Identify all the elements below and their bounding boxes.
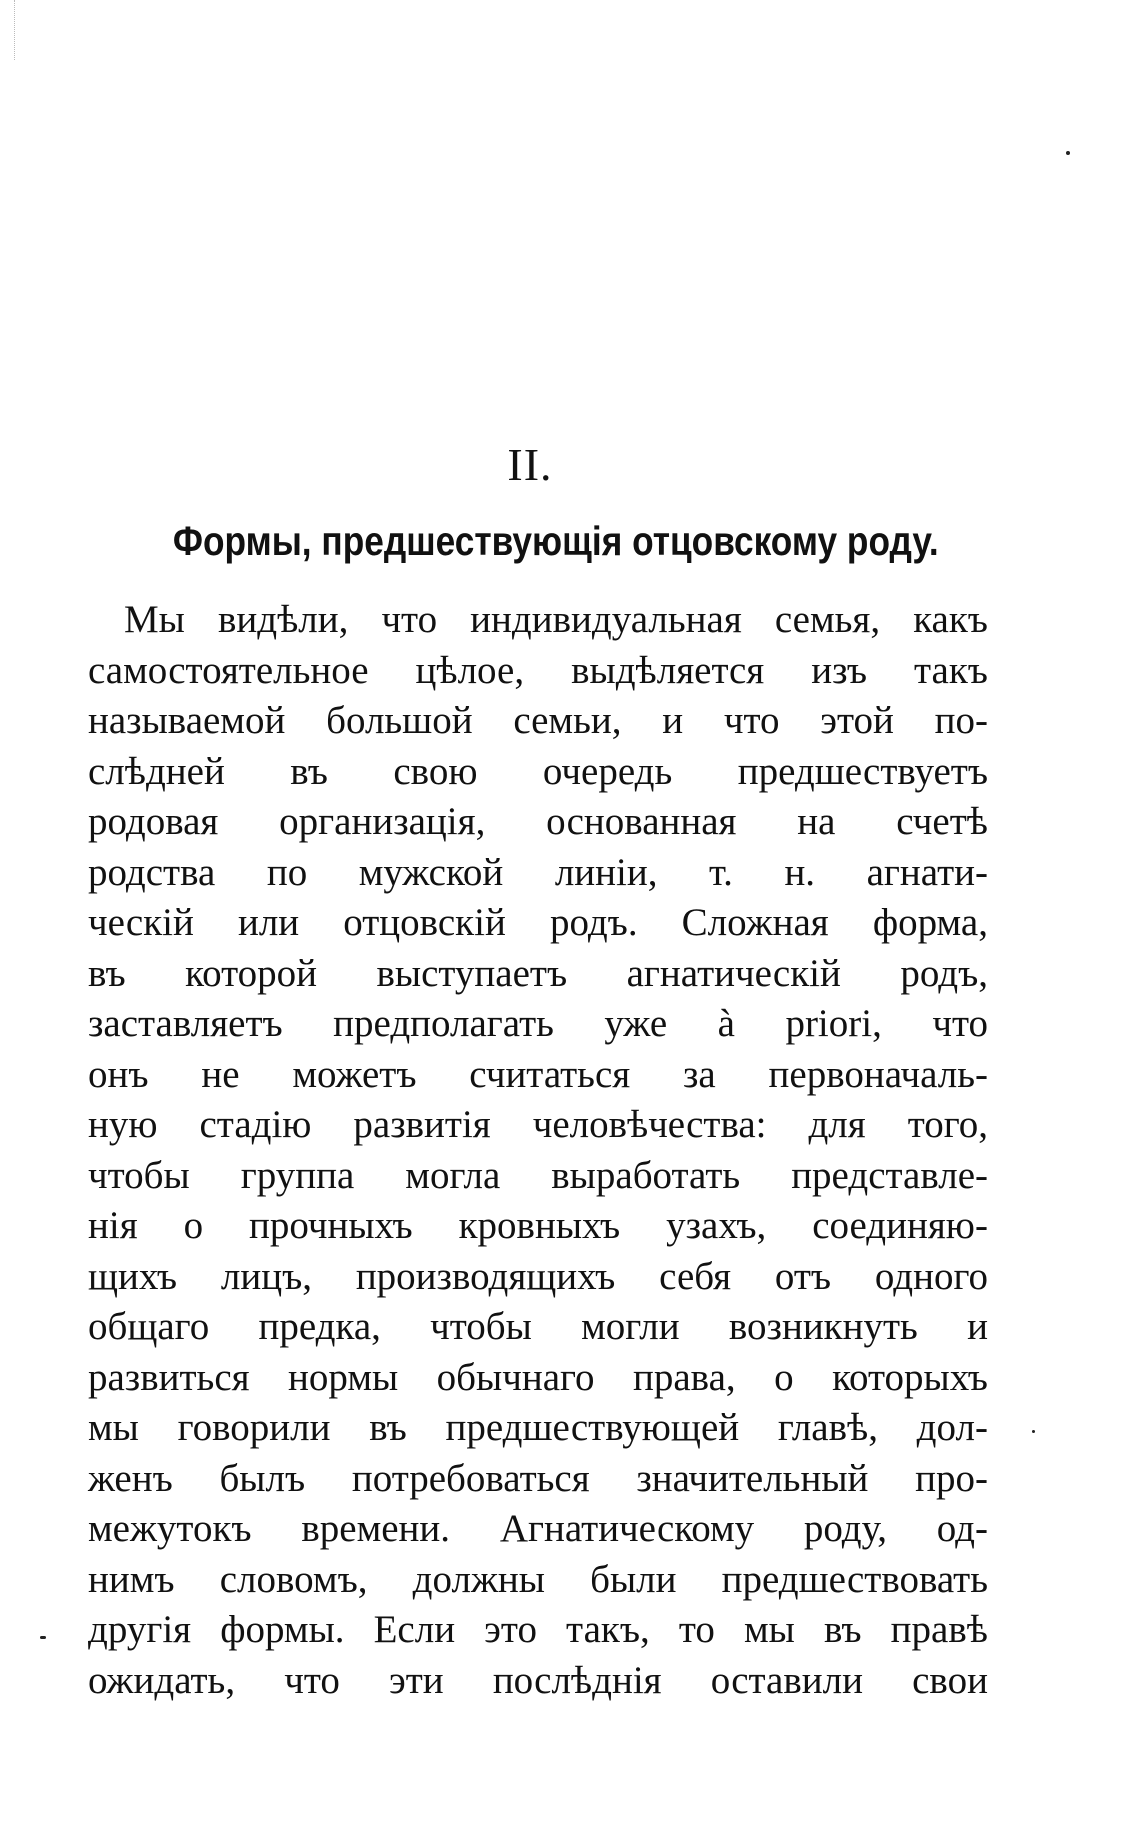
text-line: ческій или отцовскій родъ. Сложная форма,	[88, 901, 988, 944]
text-line: общаго предка, чтобы могли возникнуть и	[88, 1305, 988, 1348]
margin-speck	[40, 1636, 46, 1639]
text-line: самостоятельное цѣлое, выдѣляется изъ такъ	[88, 648, 988, 692]
text-line: называемой большой семьи, и что этой по-	[88, 699, 988, 742]
scan-edge-mark	[14, 0, 16, 60]
text-line: мы говорили въ предшествующей главѣ, дол-	[88, 1406, 988, 1449]
body-text	[88, 595, 988, 1706]
text-line: въ которой выступаетъ агнатическій родъ,	[88, 951, 988, 995]
text-line: слѣдней въ свою очередь предшествуетъ	[88, 749, 988, 793]
text-line: заставляетъ предполагать уже à priori, что	[88, 1002, 988, 1045]
text-line: другія формы. Если это такъ, то мы въ правѣ	[88, 1608, 988, 1651]
text-line: развиться нормы обычнаго права, о которыхъ	[88, 1355, 988, 1399]
margin-speck	[1066, 151, 1070, 155]
text-line: женъ былъ потребоваться значительный про-	[88, 1456, 988, 1500]
text-line: Мы видѣли, что индивидуальная семья, какъ	[124, 598, 988, 641]
text-line: межутокъ времени. Агнатическому роду, од-	[88, 1507, 988, 1550]
text-line: чтобы группа могла выработать представле-	[88, 1153, 988, 1197]
margin-speck	[1032, 1430, 1035, 1433]
text-line: ную стадію развитія человѣчества: для того,	[88, 1103, 988, 1146]
chapter-title: Формы, предшествующія отцовскому роду.	[172, 518, 939, 564]
text-line: ожидать, что эти послѣднія оставили свои	[88, 1658, 988, 1702]
text-line: родства по мужской линіи, т. н. агнати-	[88, 850, 988, 894]
text-line: онъ не можетъ считаться за первоначаль-	[88, 1052, 988, 1096]
chapter-number: II.	[507, 439, 553, 490]
text-line: родовая организація, основанная на счетѣ	[88, 800, 988, 843]
text-line: щихъ лицъ, производящихъ себя отъ одного	[88, 1254, 988, 1298]
text-line: нія о прочныхъ кровныхъ узахъ, соединяю-	[88, 1204, 988, 1247]
text-line: нимъ словомъ, должны были предшествовать	[88, 1557, 988, 1601]
